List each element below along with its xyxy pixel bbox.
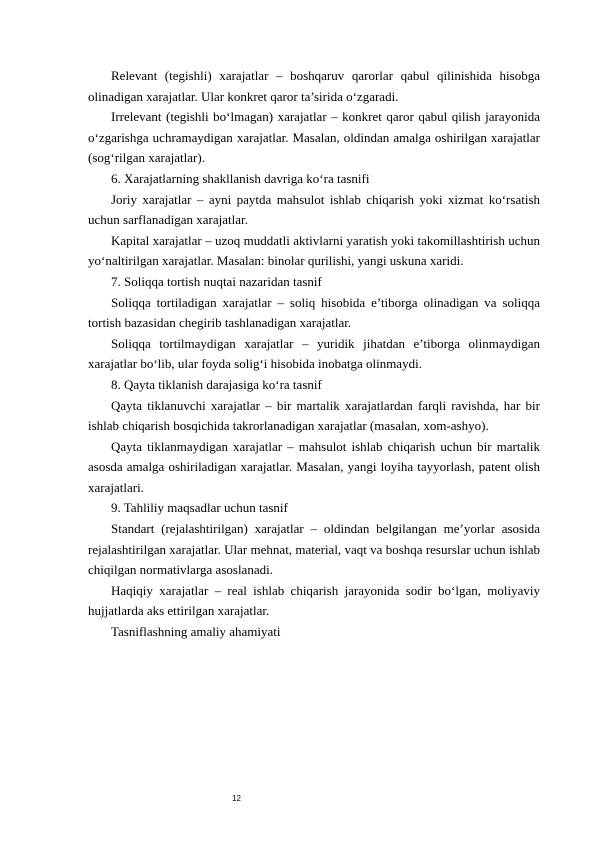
paragraph-current-costs: Joriy xarajatlar – ayni paytda mahsulot ishlab chiqarish yoki xizmat ko‘rsatish uchun sarflanadigan xarajatlar. bbox=[88, 191, 540, 228]
section-heading-7: 7. Soliqqa tortish nuqtai nazaridan tasnif bbox=[111, 273, 322, 289]
section-heading-practical-importance: Tasniflashning amaliy ahamiyati bbox=[111, 624, 281, 640]
page-body bbox=[88, 66, 540, 643]
paragraph-non-recurring-costs: Qayta tiklanmaydigan xarajatlar – mahsulot ishlab chiqarish uchun bir martalik asosda amalga oshiriladigan xarajatlar. Masalan, yangi loyiha tayyorlash, patent olish xarajatlari. bbox=[88, 438, 540, 495]
section-heading-8: 8. Qayta tiklanish darajasiga ko‘ra tasnif bbox=[111, 376, 322, 392]
page-number: 12 bbox=[232, 794, 241, 803]
paragraph-non-taxable-costs: Soliqqa tortilmaydigan xarajatlar – yuridik jihatdan e’tiborga olinmaydigan xarajatlar bo‘lib, ular foyda solig‘i hisobida inobatga olinmaydi. bbox=[88, 335, 540, 372]
paragraph-irrelevant-costs: Irrelevant (tegishli bo‘lmagan) xarajatlar – konkret qaror qabul qilish jarayonida o‘zgarishga uchramaydigan xarajatlar. Masalan, oldindan amalga oshirilgan xarajatlar (sog‘rilgan xarajatlar). bbox=[88, 109, 540, 166]
paragraph-capital-costs: Kapital xarajatlar – uzoq muddatli aktivlarni yaratish yoki takomillashtirish uchun yo‘naltirilgan xarajatlar. Masalan: binolar qurilishi, yangi uskuna xaridi. bbox=[88, 232, 540, 269]
paragraph-standard-costs: Standart (rejalashtirilgan) xarajatlar – oldindan belgilangan me’yorlar asosida rejalashtirilgan xarajatlar. Ular mehnat, material, vaqt va boshqa resurslar uchun ishlab chiqilgan normativlarga asoslanadi. bbox=[88, 521, 540, 578]
paragraph-recurring-costs: Qayta tiklanuvchi xarajatlar – bir martalik xarajatlardan farqli ravishda, har bir ishlab chiqarish bosqichida takrorlanadigan xarajatlar (masalan, xom-ashyo). bbox=[88, 397, 540, 434]
section-heading-9: 9. Tahliliy maqsadlar uchun tasnif bbox=[111, 500, 288, 516]
section-heading-6: 6. Xarajatlarning shakllanish davriga ko‘ra tasnifi bbox=[111, 170, 370, 186]
paragraph-taxable-costs: Soliqqa tortiladigan xarajatlar – soliq hisobida e’tiborga olinadigan va soliqqa tortish bazasidan chegirib tashlanadigan xarajatlar. bbox=[88, 294, 540, 331]
paragraph-actual-costs: Haqiqiy xarajatlar – real ishlab chiqarish jarayonida sodir bo‘lgan, moliyaviy hujjatlarda aks ettirilgan xarajatlar. bbox=[88, 582, 540, 619]
paragraph-relevant-costs: Relevant (tegishli) xarajatlar – boshqaruv qarorlar qabul qilinishida hisobga olinadigan xarajatlar. Ular konkret qaror ta’sirida o‘zgaradi. bbox=[88, 68, 540, 104]
